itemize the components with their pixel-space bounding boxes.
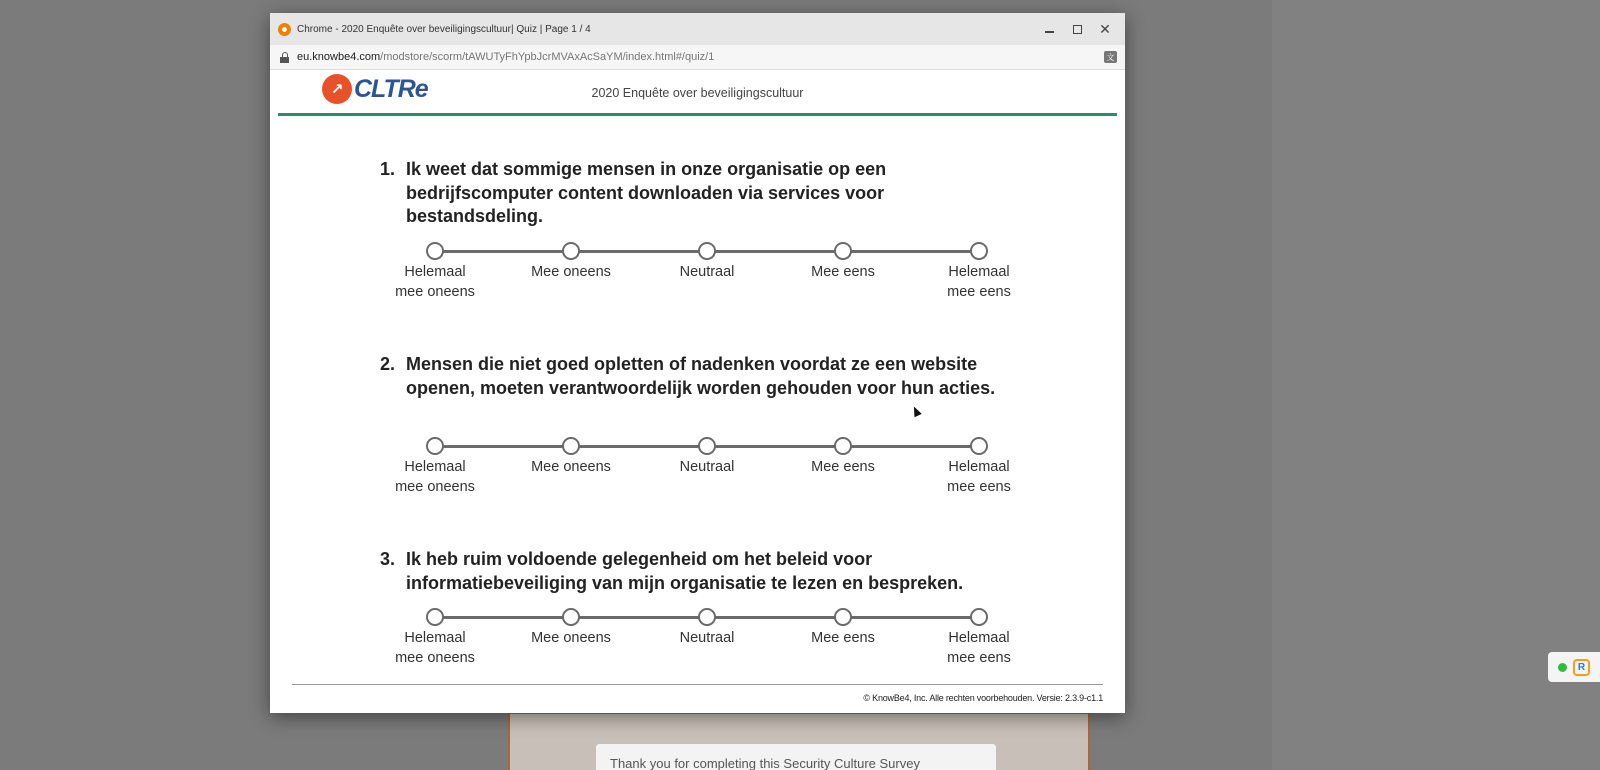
radio-button[interactable]: [562, 242, 580, 260]
option-agree[interactable]: [783, 608, 903, 649]
question-number: 2.: [380, 354, 396, 374]
question-number: 1.: [380, 159, 396, 179]
address-bar[interactable]: [270, 45, 1125, 70]
maximize-button[interactable]: [1063, 13, 1091, 45]
option-disagree[interactable]: [511, 242, 631, 283]
extension-logo-icon: R: [1573, 659, 1590, 676]
page-title: 2020 Enquête over beveiligingscultuur: [591, 86, 804, 100]
option-label: Mee oneens: [531, 264, 611, 280]
option-strongly-disagree[interactable]: [375, 242, 495, 302]
option-label: Helemaal mee oneens: [395, 630, 475, 666]
background-card-message: Thank you for completing this Security Culture Survey: [596, 744, 996, 770]
extension-widget[interactable]: [1548, 652, 1600, 682]
radio-button[interactable]: [562, 608, 580, 626]
minimize-icon: [1045, 31, 1054, 33]
option-strongly-disagree[interactable]: [375, 608, 495, 668]
question-text: [380, 158, 1020, 229]
background-survey-card: [508, 712, 1090, 770]
minimize-button[interactable]: [1035, 13, 1063, 45]
window-titlebar[interactable]: [270, 13, 1125, 45]
url-text: eu.knowbe4.com/modstore/scorm/tAWUTyFhYpbJcrMVAxAcSaYM/index.html#/quiz/1: [297, 51, 715, 63]
option-strongly-agree[interactable]: [919, 437, 1039, 497]
question-label: Mensen die niet goed opletten of nadenken voordat ze een website openen, moeten verantwoordelijk worden gehouden voor hun acties.: [406, 354, 996, 398]
radio-button[interactable]: [970, 242, 988, 260]
option-label: Mee eens: [811, 459, 875, 475]
question-label: Ik heb ruim voldoende gelegenheid om het beleid voor informatiebeveiliging van mijn organisatie te lezen en bespreken.: [406, 549, 964, 593]
option-label: Helemaal mee eens: [947, 264, 1011, 300]
copyright-text: © KnowBe4, Inc. Alle rechten voorbehouden. Versie: 2.3.9-c1.1: [863, 693, 1103, 703]
radio-button[interactable]: [970, 608, 988, 626]
likert-scale: [270, 608, 1125, 668]
option-neutral[interactable]: [647, 242, 767, 283]
option-label: Mee oneens: [531, 630, 611, 646]
option-label: Mee eens: [811, 630, 875, 646]
translate-icon[interactable]: 文: [1104, 51, 1117, 63]
close-button[interactable]: [1091, 13, 1119, 45]
question-text: [380, 548, 1020, 595]
option-strongly-agree[interactable]: [919, 242, 1039, 302]
option-label: Helemaal mee oneens: [395, 459, 475, 495]
option-label: Helemaal mee eens: [947, 630, 1011, 666]
option-label: Helemaal mee oneens: [395, 264, 475, 300]
question-text: [380, 353, 1020, 400]
logo-chart-icon: ↗: [322, 74, 352, 104]
option-disagree[interactable]: [511, 437, 631, 478]
close-icon: ✕: [1099, 20, 1111, 37]
window-title: Chrome - 2020 Enquête over beveiligingscultuur| Quiz | Page 1 / 4: [297, 23, 591, 35]
option-label: Neutraal: [679, 459, 735, 475]
option-neutral[interactable]: [647, 437, 767, 478]
question-label: Ik weet dat sommige mensen in onze organisatie op een bedrijfscomputer content downloaden via services voor bestandsdeling.: [406, 159, 887, 226]
option-agree[interactable]: [783, 242, 903, 283]
page-header: [278, 70, 1117, 116]
logo-text: CLTRe: [354, 74, 428, 103]
footer-divider: [292, 684, 1103, 685]
status-dot-icon: [1558, 663, 1567, 672]
radio-button[interactable]: [698, 242, 716, 260]
radio-button[interactable]: [426, 437, 444, 455]
question-number: 3.: [380, 549, 396, 569]
radio-button[interactable]: [562, 437, 580, 455]
radio-button[interactable]: [426, 242, 444, 260]
option-strongly-disagree[interactable]: [375, 437, 495, 497]
radio-button[interactable]: [834, 608, 852, 626]
option-label: Helemaal mee eens: [947, 459, 1011, 495]
window-controls: [1035, 13, 1119, 45]
radio-button[interactable]: [426, 608, 444, 626]
option-disagree[interactable]: [511, 608, 631, 649]
option-strongly-agree[interactable]: [919, 608, 1039, 668]
likert-scale: [270, 437, 1125, 497]
radio-button[interactable]: [698, 608, 716, 626]
popup-window: [270, 13, 1125, 713]
option-label: Mee eens: [811, 264, 875, 280]
option-label: Mee oneens: [531, 459, 611, 475]
lock-icon: [280, 52, 289, 63]
option-label: Neutraal: [679, 264, 735, 280]
radio-button[interactable]: [834, 437, 852, 455]
option-label: Neutraal: [679, 630, 735, 646]
radio-button[interactable]: [698, 437, 716, 455]
radio-button[interactable]: [834, 242, 852, 260]
maximize-icon: [1073, 25, 1082, 34]
radio-button[interactable]: [970, 437, 988, 455]
option-neutral[interactable]: [647, 608, 767, 649]
likert-scale: [270, 242, 1125, 302]
chrome-icon: [278, 23, 291, 36]
option-agree[interactable]: [783, 437, 903, 478]
mouse-cursor-icon: [910, 405, 921, 417]
